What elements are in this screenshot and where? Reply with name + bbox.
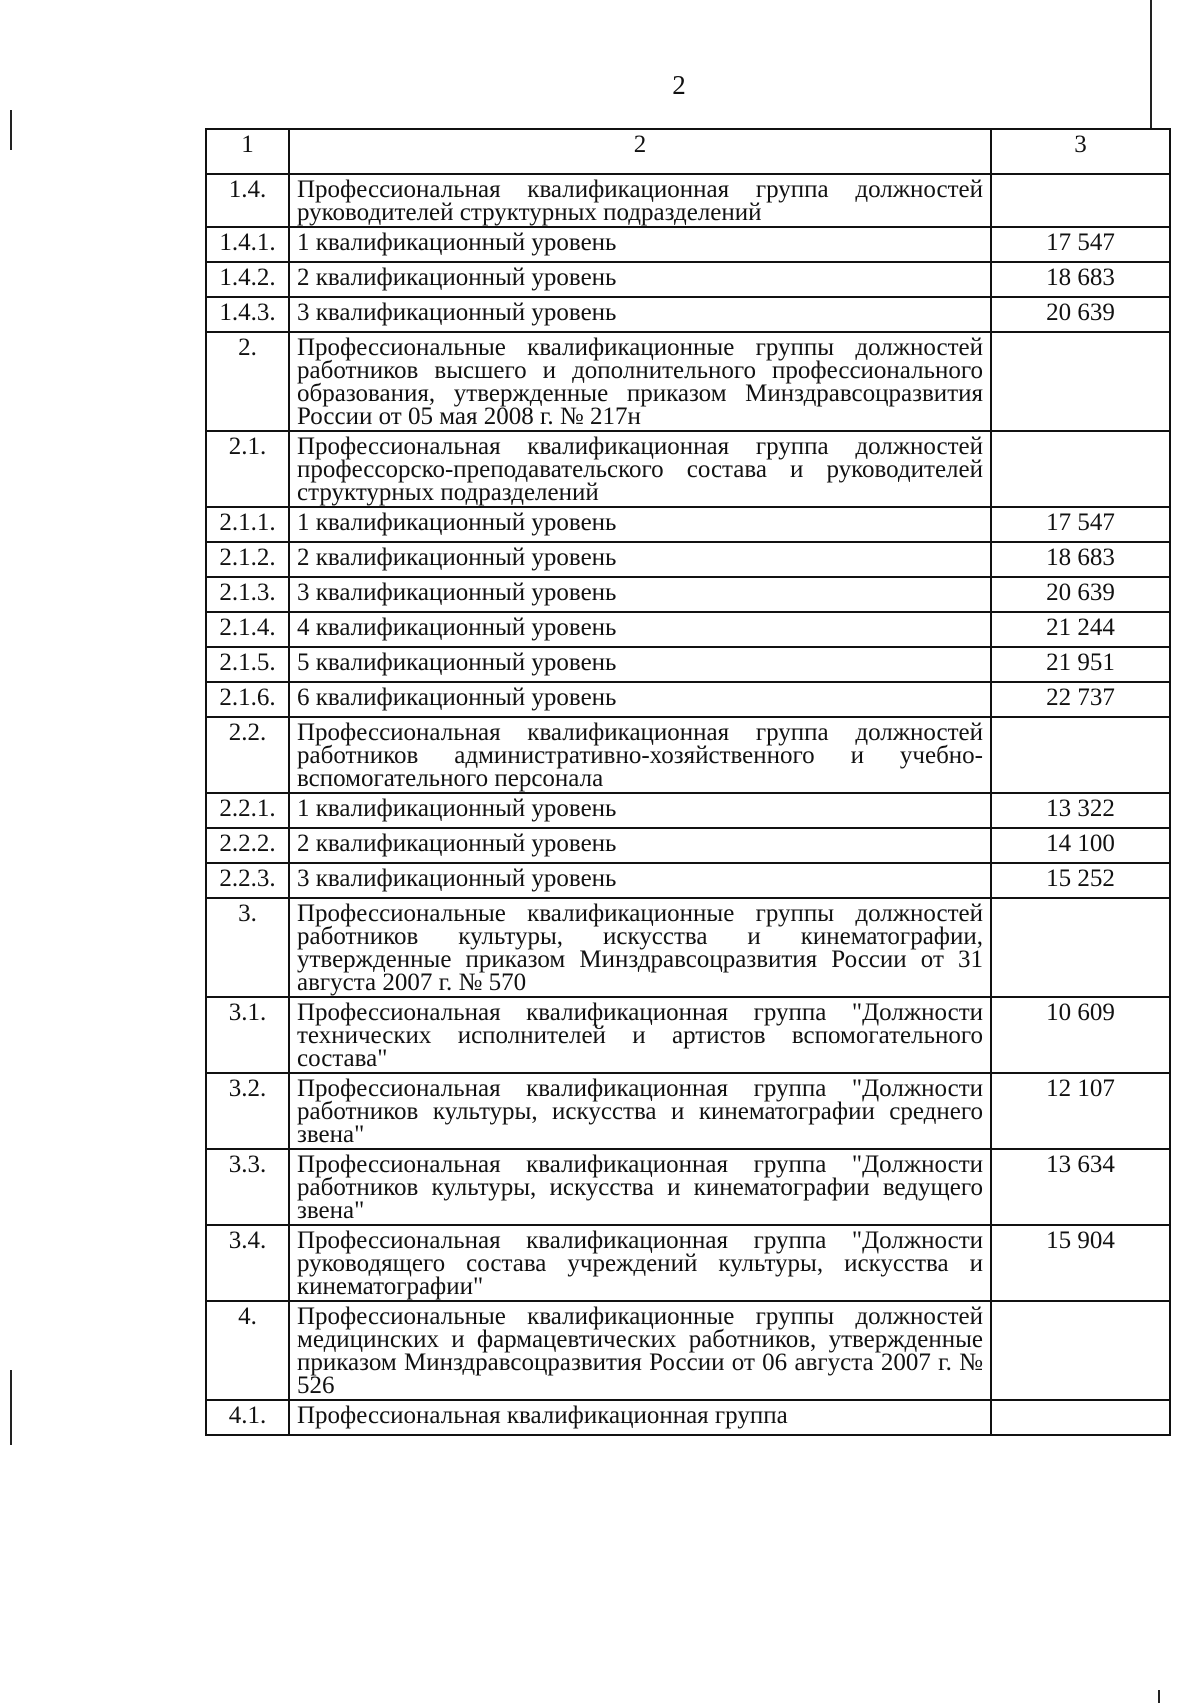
table-row bbox=[206, 431, 1170, 507]
row-value: 14 100 bbox=[991, 828, 1170, 863]
row-title: 3 квалификационный уровень bbox=[289, 863, 991, 898]
row-number: 2. bbox=[206, 332, 289, 431]
row-value bbox=[991, 174, 1170, 227]
row-value: 17 547 bbox=[991, 507, 1170, 542]
row-title: 1 квалификационный уровень bbox=[289, 793, 991, 828]
row-title: Профессиональные квалификационные группы должностей работников высшего и дополнительного профессионального образования, утвержденные приказом Минздравсоцразвития России от 05 мая 2008 г. № 217н bbox=[289, 332, 991, 431]
row-number: 1.4. bbox=[206, 174, 289, 227]
row-title: 2 квалификационный уровень bbox=[289, 542, 991, 577]
row-value: 17 547 bbox=[991, 227, 1170, 262]
row-title: Профессиональная квалификационная группа "Должности технических исполнителей и артистов вспомогательного состава" bbox=[289, 997, 991, 1073]
row-value bbox=[991, 332, 1170, 431]
row-title: 1 квалификационный уровень bbox=[289, 227, 991, 262]
table-header-row bbox=[206, 129, 1170, 174]
table-row bbox=[206, 898, 1170, 997]
row-title: 2 квалификационный уровень bbox=[289, 828, 991, 863]
row-value: 12 107 bbox=[991, 1073, 1170, 1149]
table-row bbox=[206, 297, 1170, 332]
table-row bbox=[206, 612, 1170, 647]
row-title: 4 квалификационный уровень bbox=[289, 612, 991, 647]
row-title: Профессиональные квалификационные группы должностей работников культуры, искусства и кинематографии, утвержденные приказом Минздравсоцразвития России от 31 августа 2007 г. № 570 bbox=[289, 898, 991, 997]
row-value bbox=[991, 898, 1170, 997]
row-value: 21 951 bbox=[991, 647, 1170, 682]
row-value bbox=[991, 1301, 1170, 1400]
row-number: 4. bbox=[206, 1301, 289, 1400]
row-number: 1.4.1. bbox=[206, 227, 289, 262]
scan-margin-line bbox=[10, 1370, 12, 1445]
table-row bbox=[206, 332, 1170, 431]
row-number: 1.4.3. bbox=[206, 297, 289, 332]
row-number: 2.1.4. bbox=[206, 612, 289, 647]
row-title: Профессиональные квалификационные группы должностей медицинских и фармацевтических работников, утвержденные приказом Минздравсоцразвития России от 06 августа 2007 г. № 526 bbox=[289, 1301, 991, 1400]
row-number: 1.4.2. bbox=[206, 262, 289, 297]
row-value bbox=[991, 717, 1170, 793]
row-number: 2.1.5. bbox=[206, 647, 289, 682]
row-title: Профессиональная квалификационная группа "Должности работников культуры, искусства и кинематографии ведущего звена" bbox=[289, 1149, 991, 1225]
header-cell-2: 2 bbox=[289, 129, 991, 174]
row-title: 1 квалификационный уровень bbox=[289, 507, 991, 542]
row-value: 18 683 bbox=[991, 542, 1170, 577]
table-row bbox=[206, 793, 1170, 828]
row-number: 3.1. bbox=[206, 997, 289, 1073]
row-title: 6 квалификационный уровень bbox=[289, 682, 991, 717]
row-title: Профессиональная квалификационная группа bbox=[289, 1400, 991, 1435]
row-number: 3. bbox=[206, 898, 289, 997]
row-number: 2.1. bbox=[206, 431, 289, 507]
table-row bbox=[206, 1225, 1170, 1301]
row-number: 2.1.2. bbox=[206, 542, 289, 577]
row-title: 3 квалификационный уровень bbox=[289, 297, 991, 332]
row-value: 22 737 bbox=[991, 682, 1170, 717]
table-row bbox=[206, 1400, 1170, 1435]
row-title: 5 квалификационный уровень bbox=[289, 647, 991, 682]
row-number: 2.2. bbox=[206, 717, 289, 793]
header-cell-1: 1 bbox=[206, 129, 289, 174]
row-value: 15 904 bbox=[991, 1225, 1170, 1301]
row-title: Профессиональная квалификационная группа должностей работников административно-хозяйственного и учебно-вспомогательного персонала bbox=[289, 717, 991, 793]
table-row bbox=[206, 997, 1170, 1073]
row-value bbox=[991, 1400, 1170, 1435]
table-row bbox=[206, 227, 1170, 262]
table-row bbox=[206, 863, 1170, 898]
row-value bbox=[991, 431, 1170, 507]
page-number: 2 bbox=[672, 70, 686, 100]
table-row bbox=[206, 1073, 1170, 1149]
row-value: 20 639 bbox=[991, 297, 1170, 332]
row-number: 2.1.3. bbox=[206, 577, 289, 612]
table-row bbox=[206, 507, 1170, 542]
row-title: Профессиональная квалификационная группа "Должности работников культуры, искусства и кинематографии среднего звена" bbox=[289, 1073, 991, 1149]
row-number: 3.3. bbox=[206, 1149, 289, 1225]
row-number: 2.2.2. bbox=[206, 828, 289, 863]
row-value: 21 244 bbox=[991, 612, 1170, 647]
table-row bbox=[206, 717, 1170, 793]
row-value: 18 683 bbox=[991, 262, 1170, 297]
row-value: 15 252 bbox=[991, 863, 1170, 898]
row-number: 3.4. bbox=[206, 1225, 289, 1301]
table-row bbox=[206, 682, 1170, 717]
table-row bbox=[206, 542, 1170, 577]
table-row bbox=[206, 577, 1170, 612]
table-row bbox=[206, 1301, 1170, 1400]
row-number: 2.2.3. bbox=[206, 863, 289, 898]
row-number: 2.1.6. bbox=[206, 682, 289, 717]
table-row bbox=[206, 174, 1170, 227]
row-title: 2 квалификационный уровень bbox=[289, 262, 991, 297]
row-title: Профессиональная квалификационная группа "Должности руководящего состава учреждений культуры, искусства и кинематографии" bbox=[289, 1225, 991, 1301]
row-value: 13 322 bbox=[991, 793, 1170, 828]
scan-margin-line bbox=[10, 110, 12, 150]
row-value: 10 609 bbox=[991, 997, 1170, 1073]
salary-table bbox=[205, 128, 1171, 1436]
scan-margin-line bbox=[1158, 1690, 1160, 1703]
row-value: 13 634 bbox=[991, 1149, 1170, 1225]
row-title: Профессиональная квалификационная группа должностей руководителей структурных подразделений bbox=[289, 174, 991, 227]
table-row bbox=[206, 262, 1170, 297]
row-value: 20 639 bbox=[991, 577, 1170, 612]
table-row bbox=[206, 1149, 1170, 1225]
row-number: 2.1.1. bbox=[206, 507, 289, 542]
header-cell-3: 3 bbox=[991, 129, 1170, 174]
row-number: 3.2. bbox=[206, 1073, 289, 1149]
table-row bbox=[206, 828, 1170, 863]
row-title: 3 квалификационный уровень bbox=[289, 577, 991, 612]
row-number: 4.1. bbox=[206, 1400, 289, 1435]
row-number: 2.2.1. bbox=[206, 793, 289, 828]
table-row bbox=[206, 647, 1170, 682]
row-title: Профессиональная квалификационная группа должностей профессорско-преподавательского состава и руководителей структурных подразделений bbox=[289, 431, 991, 507]
scan-margin-line bbox=[1150, 0, 1152, 128]
